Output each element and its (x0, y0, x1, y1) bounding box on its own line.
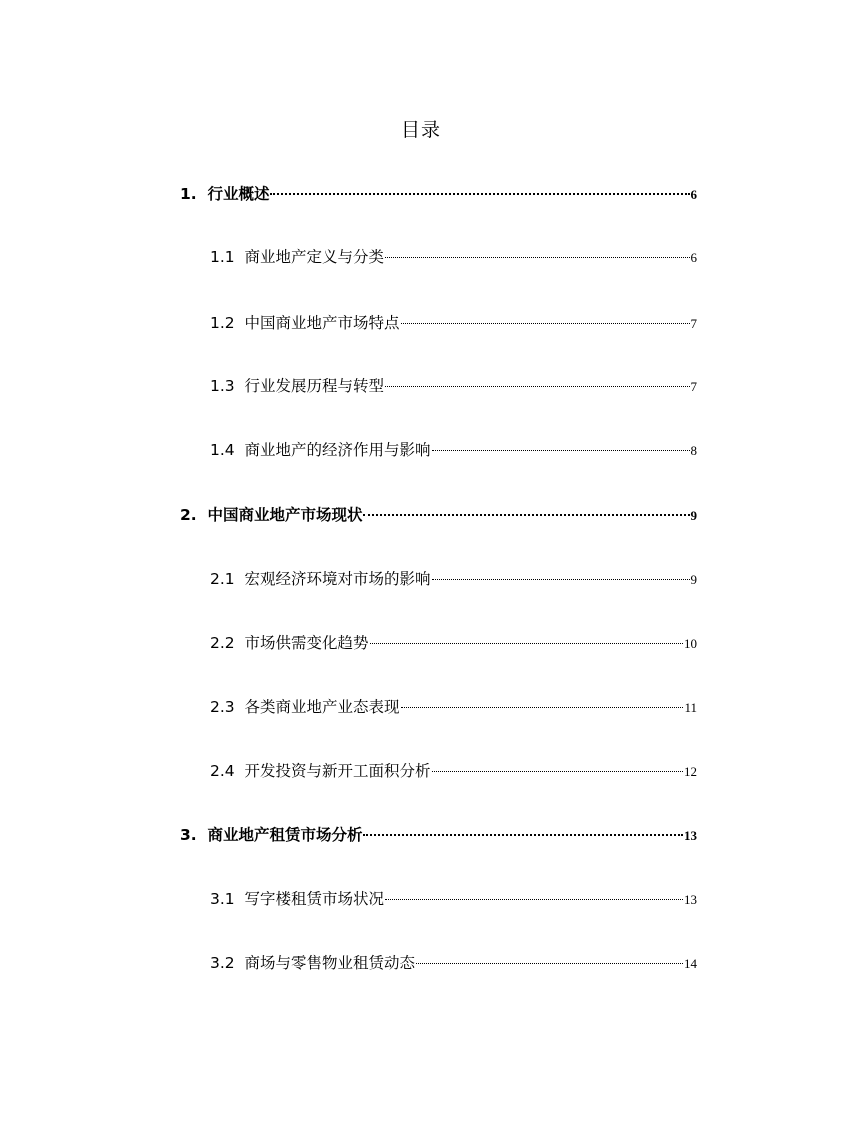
toc-heading: 行业发展历程与转型 (244, 377, 385, 395)
toc-number: 1.1 (210, 248, 245, 266)
dot-leader (432, 579, 690, 580)
dot-leader (401, 323, 690, 324)
toc-number: 1.3 (210, 377, 245, 395)
dot-leader (270, 193, 689, 195)
dot-leader (385, 386, 689, 387)
toc-heading: 写字楼租赁市场状况 (244, 890, 385, 908)
page-title: 目录 (400, 119, 441, 141)
toc-page-number: 8 (690, 443, 697, 458)
toc-heading: 商业地产租赁市场分析 (207, 826, 363, 844)
dot-leader (401, 707, 684, 708)
toc-page-number: 7 (690, 316, 697, 331)
toc-heading: 商业地产的经济作用与影响 (244, 441, 431, 459)
toc-number: 1.2 (210, 314, 245, 332)
toc-heading: 行业概述 (207, 185, 270, 203)
toc-number: 3.1 (210, 890, 245, 908)
dot-leader (416, 963, 683, 964)
dot-leader (370, 643, 683, 644)
toc-entry-1[interactable] (180, 182, 697, 206)
toc-page-number: 14 (684, 956, 697, 971)
toc-number: 2.1 (210, 570, 245, 588)
toc-number: 2.4 (210, 762, 245, 780)
dot-leader (363, 514, 689, 516)
dot-leader (432, 771, 683, 772)
toc-entry-2-3[interactable] (210, 695, 697, 719)
dot-leader (385, 899, 683, 900)
toc-entry-2-2[interactable] (210, 631, 697, 655)
toc-number: 3.2 (210, 954, 245, 972)
toc-number: 1. (180, 185, 208, 203)
toc-heading: 各类商业地产业态表现 (244, 698, 400, 716)
toc-number: 3. (180, 826, 208, 844)
dot-leader (363, 834, 683, 836)
toc-page-number: 9 (690, 572, 697, 587)
toc-page-number: 12 (684, 764, 697, 779)
toc-number: 2. (180, 506, 208, 524)
toc-entry-2-1[interactable] (210, 567, 697, 591)
toc-heading: 宏观经济环境对市场的影响 (244, 570, 431, 588)
toc-page-number: 11 (684, 700, 697, 715)
toc-entry-3[interactable] (180, 823, 697, 847)
toc-entry-1-3[interactable] (210, 374, 697, 398)
toc-heading: 商业地产定义与分类 (244, 248, 385, 266)
toc-heading: 商场与零售物业租赁动态 (244, 954, 416, 972)
toc-page-number: 6 (690, 250, 697, 265)
toc-page-number: 10 (684, 636, 697, 651)
toc-heading: 中国商业地产市场特点 (244, 314, 400, 332)
toc-page-number: 13 (684, 828, 697, 843)
dot-leader (432, 450, 690, 451)
toc-page-number: 9 (690, 508, 697, 523)
toc-heading: 市场供需变化趋势 (244, 634, 369, 652)
toc-number: 2.3 (210, 698, 245, 716)
toc-entry-1-2[interactable] (210, 311, 697, 335)
toc-number: 2.2 (210, 634, 245, 652)
toc-entry-3-1[interactable] (210, 887, 697, 911)
toc-entry-2[interactable] (180, 503, 697, 527)
toc-heading: 开发投资与新开工面积分析 (244, 762, 431, 780)
toc-entry-1-1[interactable] (210, 245, 697, 269)
toc-page-number: 6 (690, 187, 697, 202)
toc-page-number: 13 (684, 892, 697, 907)
toc-page-number: 7 (690, 379, 697, 394)
toc-number: 1.4 (210, 441, 245, 459)
dot-leader (385, 257, 689, 258)
toc-entry-2-4[interactable] (210, 759, 697, 783)
toc-entry-3-2[interactable] (210, 951, 697, 975)
toc-heading: 中国商业地产市场现状 (207, 506, 363, 524)
toc-entry-1-4[interactable] (210, 438, 697, 462)
